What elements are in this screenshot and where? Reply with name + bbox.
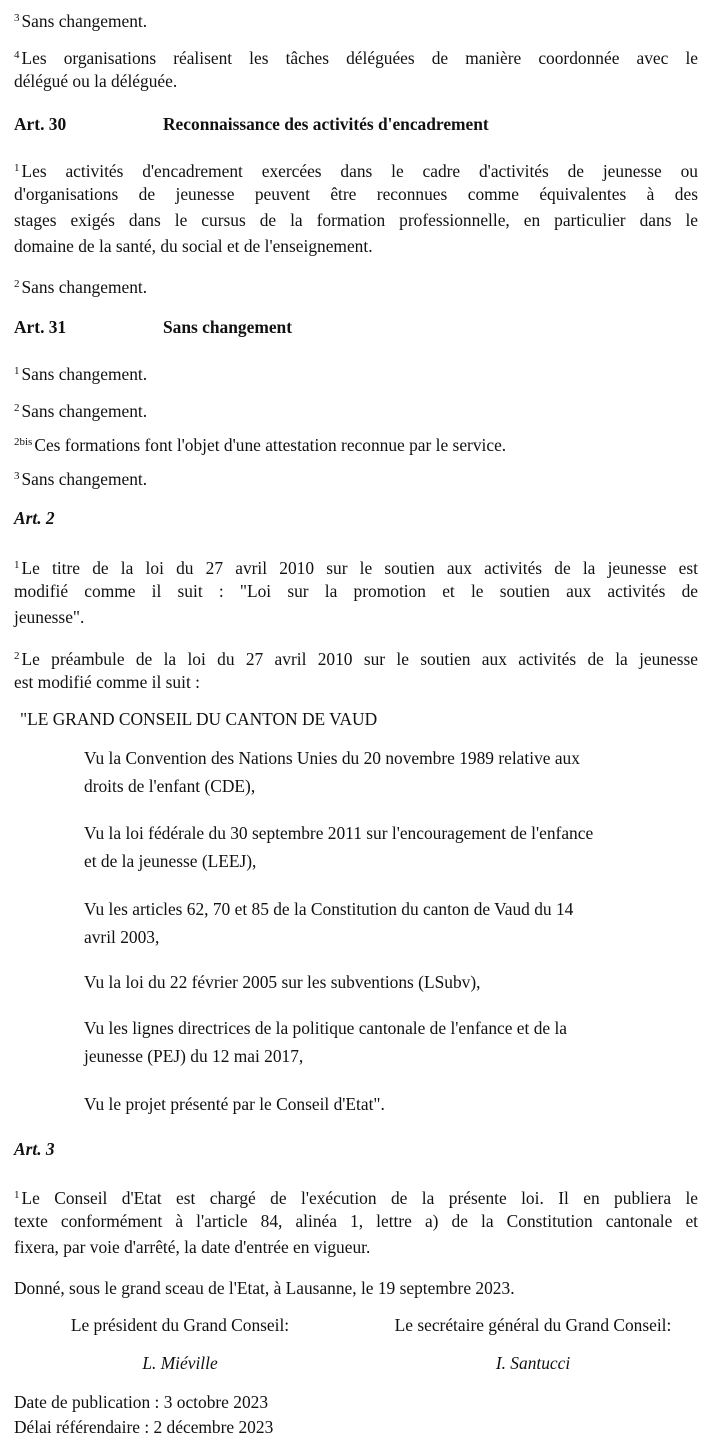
signature-left-name: L. Miéville — [142, 1353, 218, 1373]
preamble-item: Vu le projet présenté par le Conseil d'Etat". — [84, 1094, 385, 1114]
article-title: Reconnaissance des activités d'encadrement — [163, 114, 489, 134]
paragraph-4: $^4$ Les organisations réalisent les tâches déléguées de manière coordonnée avec le — [14, 48, 698, 68]
signature-left-title: Le président du Grand Conseil: — [70, 1315, 290, 1335]
article-2-heading: Art. 2 — [14, 508, 55, 528]
art31-paragraph-3: $^3$ Sans changement. — [14, 469, 148, 489]
art30-paragraph-1-l4: domaine de la santé, du social et de l'enseignement. — [14, 236, 373, 256]
article-3-heading: Art. 3 — [14, 1139, 55, 1159]
given-statement: Donné, sous le grand sceau de l'Etat, à Lausanne, le 19 septembre 2023. — [14, 1278, 515, 1298]
art30-paragraph-1: $^1$ Les activités d'encadrement exercées dans le cadre d'activités de jeunesse ou — [14, 161, 698, 181]
signature-right-name: I. Santucci — [495, 1353, 571, 1373]
art2-paragraph-1: $^1$ Le titre de la loi du 27 avril 2010 sur le soutien aux activités de la jeunesse est — [14, 558, 698, 578]
art2-paragraph-1-l2: modifié comme il suit : "Loi sur la promotion et le soutien aux activités de — [14, 581, 698, 601]
art31-paragraph-2bis: $^{2bis}$ Ces formations font l'objet d'une attestation reconnue par le service. — [14, 435, 507, 455]
paragraph-4-cont: délégué ou la déléguée. — [14, 71, 178, 91]
art30-paragraph-1-l3: stages exigés dans le cursus de la formation professionnelle, en particulier dans le — [14, 210, 698, 230]
art30-paragraph-1-l2: d'organisations de jeunesse peuvent être reconnues comme équivalentes à des — [14, 184, 698, 204]
preamble-heading: "LE GRAND CONSEIL DU CANTON DE VAUD — [20, 709, 378, 729]
art2-paragraph-2-l2: est modifié comme il suit : — [14, 672, 200, 692]
article-number: Art. 30 — [14, 114, 67, 134]
preamble-item: Vu les articles 62, 70 et 85 de la Constitution du canton de Vaud du 14 — [84, 899, 574, 919]
publication-date: Date de publication : 3 octobre 2023 — [14, 1392, 269, 1412]
preamble-item-cont: avril 2003, — [84, 927, 160, 947]
article-title: Sans changement — [163, 317, 292, 337]
signature-right-title: Le secrétaire général du Grand Conseil: — [394, 1315, 672, 1335]
art31-paragraph-1: $^1$ Sans changement. — [14, 364, 148, 384]
article-30-heading — [14, 111, 698, 137]
paragraph-3: $^3$ Sans changement. — [14, 11, 148, 31]
article-number: Art. 31 — [14, 317, 67, 337]
art30-paragraph-2: $^2$ Sans changement. — [14, 277, 148, 297]
art3-paragraph-1: $^1$ Le Conseil d'Etat est chargé de l'exécution de la présente loi. Il en publiera le — [14, 1188, 698, 1208]
art31-paragraph-2: $^2$ Sans changement. — [14, 401, 148, 421]
preamble-item: Vu la loi fédérale du 30 septembre 2011 sur l'encouragement de l'enfance — [84, 823, 594, 843]
preamble-item-cont: jeunesse (PEJ) du 12 mai 2017, — [84, 1046, 304, 1066]
art3-paragraph-1-l2: texte conformément à l'article 84, alinéa 1, lettre a) de la Constitution cantonale et — [14, 1211, 698, 1231]
preamble-item-cont: droits de l'enfant (CDE), — [84, 776, 256, 796]
article-31-heading — [14, 314, 698, 340]
preamble-item-cont: et de la jeunesse (LEEJ), — [84, 851, 257, 871]
preamble-item: Vu la loi du 22 février 2005 sur les subventions (LSubv), — [84, 972, 481, 992]
preamble-item: Vu les lignes directrices de la politique cantonale de l'enfance et de la — [84, 1018, 568, 1038]
art2-paragraph-1-l3: jeunesse". — [14, 607, 85, 627]
referendum-deadline: Délai référendaire : 2 décembre 2023 — [14, 1417, 274, 1437]
art2-paragraph-2: $^2$ Le préambule de la loi du 27 avril 2010 sur le soutien aux activités de la jeunesse — [14, 649, 698, 669]
art3-paragraph-1-l3: fixera, par voie d'arrêté, la date d'entrée en vigueur. — [14, 1237, 371, 1257]
preamble-item: Vu la Convention des Nations Unies du 20 novembre 1989 relative aux — [84, 748, 580, 768]
